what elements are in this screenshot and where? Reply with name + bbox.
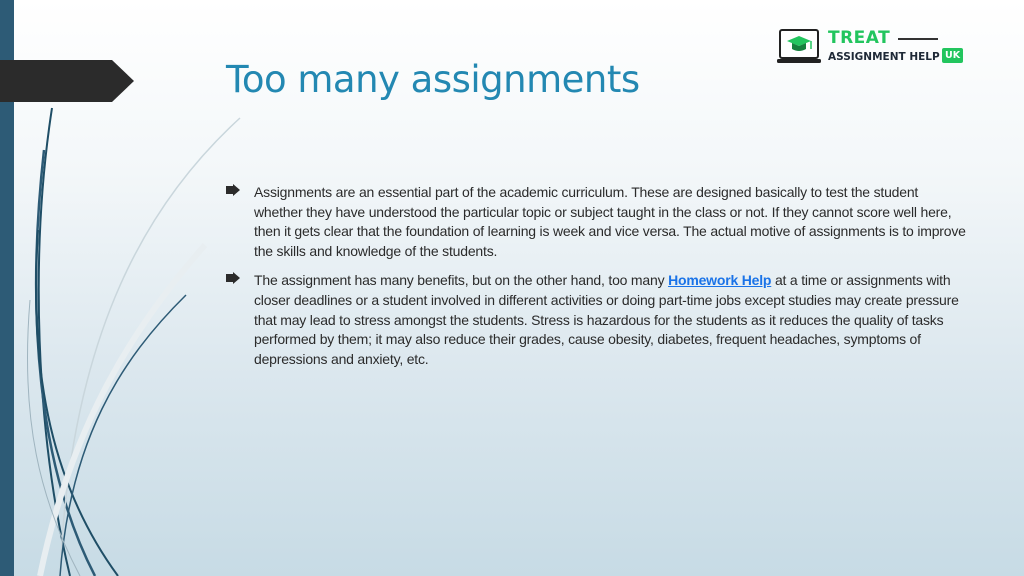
logo-word-treat: TREAT xyxy=(828,28,891,48)
slide-title: Too many assignments xyxy=(226,58,640,101)
graduation-laptop-icon xyxy=(776,28,822,66)
bullet-text-after-link: at a time or assignments with closer deadlines or a student involved in different activities or doing part-time jobs except studies may create pressure that may lead to stress amongst the students. Stress is hazardous for the students as it reduces the quality of tasks performed by them; it may also reduce their grades, cause obesity, diabetes, frequent headaches, symptoms of depressions and anxiety, etc. xyxy=(254,272,959,367)
arrow-bullet-icon xyxy=(226,272,240,284)
logo-dash xyxy=(898,38,938,40)
bullet-text-before-link: The assignment has many benefits, but on the other hand, too many xyxy=(254,272,669,289)
bullet-item xyxy=(226,271,966,369)
homework-help-link[interactable]: Homework Help xyxy=(668,272,772,289)
bullet-text: Assignments are an essential part of the academic curriculum. These are designed basically to test the student whether they have understood the particular topic or subject taught in the class or not. If they cannot score well here, then it gets clear that the foundation of learning is week and vice versa. The actual motive of assignments is to improve the skills and knowledge of the students. xyxy=(254,184,966,259)
arrow-bullet-icon xyxy=(226,184,240,196)
logo-uk-badge: UK xyxy=(942,48,963,63)
bullet-item xyxy=(226,183,966,261)
title-arrow-tab xyxy=(0,60,134,102)
bullet-text xyxy=(254,271,966,369)
bullet-list xyxy=(226,183,966,379)
logo-word-assignment-help: ASSIGNMENT HELP xyxy=(828,51,940,63)
treat-assignment-help-logo xyxy=(776,28,976,68)
